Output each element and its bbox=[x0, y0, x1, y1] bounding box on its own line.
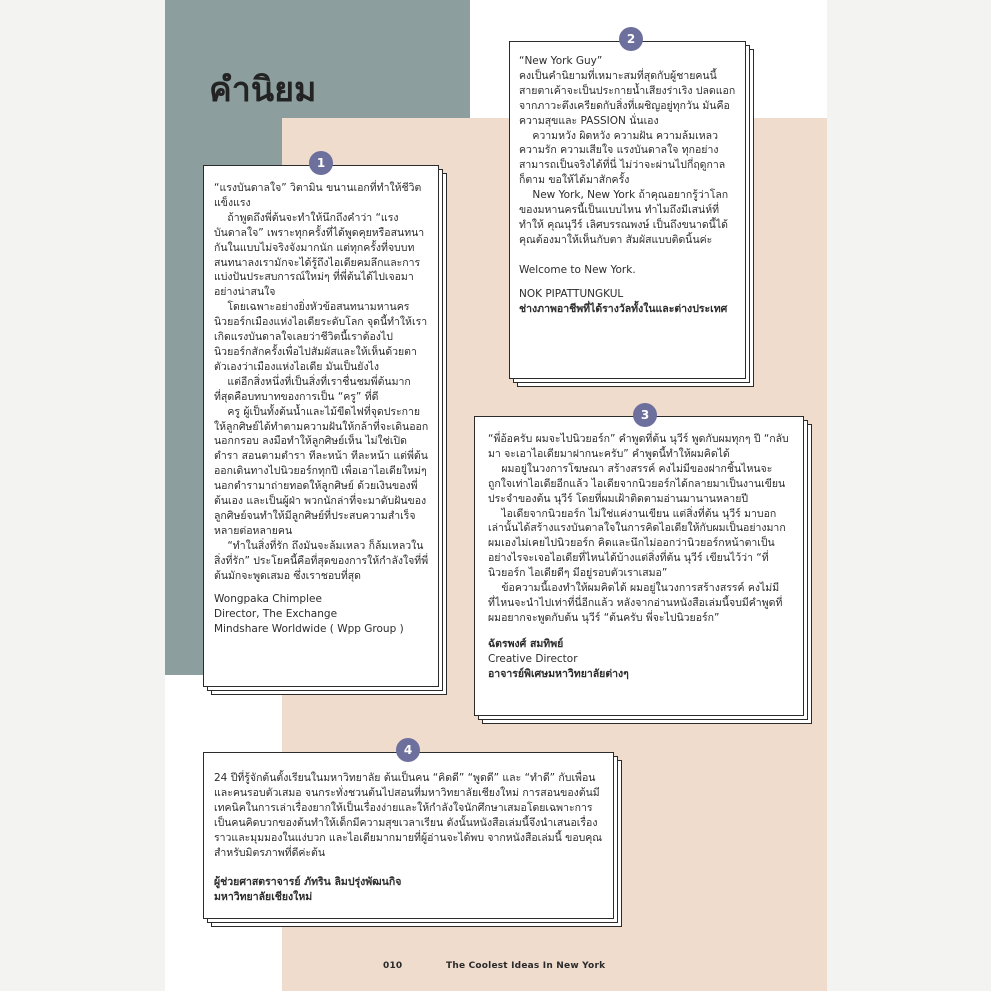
signature-name: ฉัตรพงศ์ สมทิพย์ bbox=[488, 637, 564, 650]
testimonial-body: 24 ปีที่รู้จักต้นตั้งเรียนในมหาวิทยาลัย ต้นเป็นคน “คิดดี” “พูดดี” และ “ทำดี” กับเพื่อนและคนรอบตัวเสมอ จนกระทั่งชวนต้นไปสอนที่มหาวิทยาลัยเชียงใหม่ การสอนของต้นมีเทคนิคในการเล่าเรื่องยากให้เป็นเรื่องง่ายและให้กำลังใจนักศึกษาเสมอโดยเฉพาะการเป็นคนคิดบวกของต้นทำให้เด็กมีความสุขเวลาเรียน ดังนั้นหนังสือเล่มนี้จึงนำเสนอเรื่องราวและมุมมองในแง่บวก และไอเดียมากมายที่ผู้อ่านจะได้พบ จากหนังสือเล่มนี้ ขอบคุณสำหรับมิตรภาพที่ดีค่ะต้น bbox=[214, 772, 603, 859]
testimonial-card-4 bbox=[203, 752, 614, 919]
book-page bbox=[165, 0, 827, 991]
testimonial-card-3 bbox=[474, 416, 804, 716]
signature-company: อาจารย์พิเศษมหาวิทยาลัยต่างๆ bbox=[488, 667, 629, 680]
card-number-badge: 4 bbox=[396, 738, 420, 762]
testimonial-body: “แรงบันดาลใจ” วิตามิน ขนานเอกที่ทำให้ชีวิตแข็งแรง ถ้าพูดถึงพี่ต้นจะทำให้นึกถึงคำว่า “แรงบันดาลใจ” เพราะทุกครั้งที่ได้พูดคุยหรือสนทนากันในแบบไม่จริงจังมากนัก แต่ทุกครั้งที่จบบทสนทนาลงเรามักจะได้รู้ถึงไอเดียคมลึกและการแบ่งปันประสบการณ์ใหม่ๆ ที่พี่ต้นได้ไปเจอมาอย่างน่าสนใจ โดยเฉพาะอย่างยิ่งหัวข้อสนทนามหานครนิวยอร์กเมืองแห่งไอเดียระดับโลก จุดนี้ทำให้เราเกิดแรงบันดาลใจเลยว่าชีวิตนี้เราต้องไปนิวยอร์กสักครั้งเพื่อไปสัมผัสและให้เห็นด้วยตาตัวเองว่าเมืองแห่งไอเดีย มันเป็นยังไง แต่อีกสิ่งหนึ่งที่เป็นสิ่งที่เราชื่นชมพี่ต้นมากที่สุดคือบทบาทของการเป็น “ครู” ที่ดี ครู ผู้เป็นทั้งต้นน้ำและไม้ขีดไฟที่จุดประกายให้ลูกศิษย์ได้ทำตามความฝันให้กล้าที่จะเดินออกนอกกรอบ ลงมือทำให้ลูกศิษย์เห็น ไม่ใช่เปิดตำรา สอนตามตำรา ทีละหน้า ทีละหน้า แต่พี่ต้น ออกเดินทางไปนิวยอร์กทุกปี เพื่อเอาไอเดียใหม่ๆ นอกตำรามาถ่ายทอดให้ลูกศิษย์ ด้วยเงินของพี่ต้นเอง และเป็นผู้ฝ่า พวกนักล่าที่จะมาดับฝันของลูกศิษย์จนทำให้มีลูกศิษย์ที่ประสบความสำเร็จหลายต่อหลายคน “ทำในสิ่งที่รัก ถึงมันจะล้มเหลว ก็ล้มเหลวในสิ่งที่รัก” ประโยคนี้คือที่สุดของการให้กำลังใจที่พี่ต้นมักจะพูดเสมอ ซึ่งเราชอบที่สุด bbox=[214, 182, 429, 582]
teal-header-block bbox=[305, 0, 470, 118]
page-heading: คำนิยม bbox=[209, 70, 317, 110]
card-number-badge: 1 bbox=[309, 151, 333, 175]
testimonial-card-1 bbox=[203, 165, 439, 687]
signature-title: ช่างภาพอาชีพที่ได้รางวัลทั้งในและต่างประเทศ bbox=[519, 302, 728, 315]
page-number: 010 bbox=[383, 961, 403, 971]
testimonial-body: “New York Guy” คงเป็นคำนิยามที่เหมาะสมที่สุดกับผู้ชายคนนี้ สายตาเค้าจะเป็นประกายน้ำเสียงร่าเริง ปลดแอกจากภาวะตึงเครียดกับสิ่งที่เผชิญอยู่ทุกวัน มันคือความสุขและ PASSION นั่นเอง ความหวัง ผิดหวัง ความฝัน ความล้มเหลว ความรัก ความเสียใจ แรงบันดาลใจ ทุกอย่างสามารถเป็นจริงได้ที่นี่ ไม่ว่าจะผ่านไปกี่ฤดูกาลก็ตาม ขอให้ได้มาสักครั้ง New York, New York ถ้าคุณอยากรู้ว่าโลกของมหานครนี้เป็นแบบไหน ทำไมถึงมีเสน่ห์ที่ทำให้ คุณนุวีร์ เลิศบรรณพงษ์ เป็นถึงขนาดนี้ได้ คุณต้องมาให้เห็นกับตา สัมผัสแบบติดนิ้นค่ะ Welcome to New York. bbox=[519, 55, 736, 276]
card-number-badge: 3 bbox=[633, 403, 657, 427]
signature-affiliation: มหาวิทยาลัยเชียงใหม่ bbox=[214, 891, 313, 904]
signature-name: ผู้ช่วยศาสตราจารย์ ภัทริน ลิมปรุ่งพัฒนกิจ bbox=[214, 876, 402, 889]
testimonial-card-2 bbox=[509, 41, 746, 379]
signature-name: NOK PIPATTUNGKUL bbox=[519, 287, 624, 300]
card-number-badge: 2 bbox=[619, 27, 643, 51]
signature-name: Wongpaka Chimplee bbox=[214, 593, 322, 606]
signature-company: Mindshare Worldwide ( Wpp Group ) bbox=[214, 623, 404, 636]
signature-title: Creative Director bbox=[488, 652, 578, 665]
book-title: The Coolest Ideas In New York bbox=[446, 961, 606, 971]
signature-title: Director, The Exchange bbox=[214, 608, 338, 621]
testimonial-body: “พี่อ้อครับ ผมจะไปนิวยอร์ก” คำพูดที่ต้น นุวีร์ พูดกับผมทุกๆ ปี “กลับมา จะเอาไอเดียมาฝากนะครับ” คำพูดนี้ทำให้ผมคิดได้ ผมอยู่ในวงการโฆษณา สร้างสรรค์ คงไม่มีของฝากชิ้นไหนจะถูกใจเท่าไอเดียอีกแล้ว ไอเดียจากนิวยอร์กได้กลายมาเป็นงานเขียนประจำของต้น นุวีร์ โดยที่ผมเฝ้าติดตามอ่านมานานหลายปี ไอเดียจากนิวยอร์ก ไม่ใช่แค่งานเขียน แต่สิ่งที่ต้น นุวีร์ มาบอกเล่านั้นได้สร้างแรงบันดาลใจในการคิดไอเดียให้กับผมเป็นอย่างมาก ผมเองไม่เคยไปนิวยอร์ก คิดและนึกไม่ออกว่านิวยอร์กหน้าตาเป็นอย่างไรจะเจอไอเดียที่ไหนได้บ้างแต่สิ่งที่ต้น นุวีร์ เขียนไว้ว่า “ที่นิวยอร์ก ไอเดียดีๆ มีอยู่รอบตัวเราเสมอ” ข้อความนี้เองทำให้ผมคิดได้ ผมอยู่ในวงการสร้างสรรค์ คงไม่มีที่ไหนจะนำไปเท่าที่นี่อีกแล้ว หลังจากอ่านหนังสือเล่มนี้จบมีคำพูดที่ผมอยากจะพูดกับต้น นุวีร์ “ต้นครับ พี่จะไปนิวยอร์ก” bbox=[488, 433, 789, 624]
